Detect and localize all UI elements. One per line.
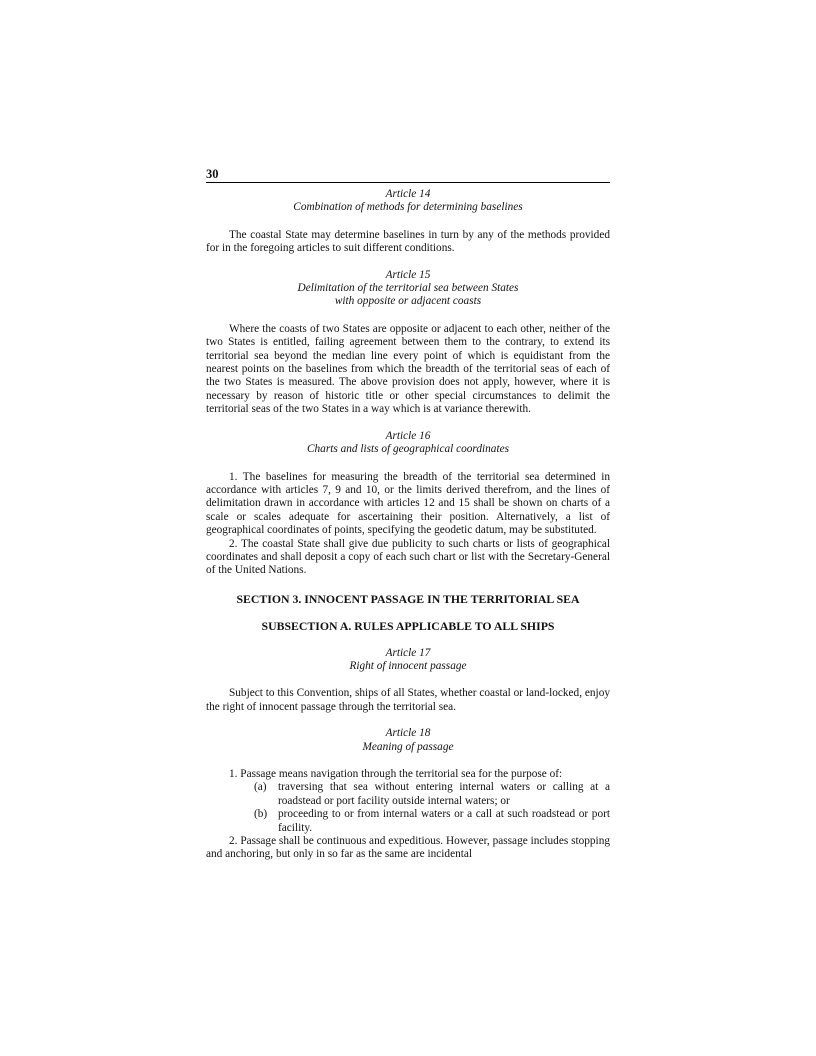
list-item-label: (b) <box>254 808 268 821</box>
article-14-paragraph: The coastal State may determine baselines in turn by any of the methods provided for in the foregoing articles to suit different conditions. <box>206 228 610 255</box>
article-16-paragraph-2: 2. The coastal State shall give due publicity to such charts or lists of geographical coordinates and shall deposit a copy of each such chart or list with the Secretary-General of the United Nations. <box>206 537 610 577</box>
page-number: 30 <box>206 167 219 181</box>
article-17-paragraph: Subject to this Convention, ships of all States, whether coastal or land-locked, enjoy the right of innocent passage through the territorial sea. <box>206 687 610 713</box>
article-16-heading: Article 16 <box>385 429 431 442</box>
article-17-heading: Article 17 <box>385 646 431 659</box>
list-item-text: proceeding to or from internal waters or a call at such roadstead or port facility. <box>278 808 610 834</box>
article-18-heading: Article 18 <box>385 727 431 740</box>
article-18-paragraph-2: 2. Passage shall be continuous and expeditious. However, passage includes stopping and anchoring, but only in so far as the same are incidental <box>206 835 610 861</box>
list-item-label: (a) <box>254 781 267 794</box>
list-item-a <box>254 781 610 808</box>
article-14-heading: Article 14 <box>385 188 431 200</box>
list-item-text: traversing that sea without entering internal waters or calling at a roadstead or port facility outside internal waters; or <box>278 781 610 807</box>
article-16-paragraph-1: 1. The baselines for measuring the breadth of the territorial sea determined in accordance with articles 7, 9 and 10, or the limits derived therefrom, and the lines of delimitation drawn in accordance with articles 12 and 15 shall be shown on charts of a scale or scales adequate for ascertaining their position. Alternatively, a list of geographical coordinates of points, specifying the geodetic datum, may be substituted. <box>206 470 610 537</box>
text-column <box>206 167 610 862</box>
article-15-heading: Article 15 <box>385 268 431 281</box>
article-16-title: Charts and lists of geographical coordinates <box>307 443 509 456</box>
article-15-paragraph: Where the coasts of two States are opposite or adjacent to each other, neither of the two States is entitled, failing agreement between them to the contrary, to extend its territorial sea beyond the median line every point of which is equidistant from the nearest points on the baselines from which the breadth of the territorial seas of each of the two States is measured. The above provision does not apply, however, where it is necessary by reason of historic title or other special circumstances to delimit the territorial seas of the two States in a way which is at variance therewith. <box>206 322 610 416</box>
subsection-a-heading: SUBSECTION A. RULES APPLICABLE TO ALL SHIPS <box>261 619 555 634</box>
article-17-title: Right of innocent passage <box>349 659 467 672</box>
section-3-heading: SECTION 3. INNOCENT PASSAGE IN THE TERRITORIAL SEA <box>236 591 580 606</box>
list-item-b <box>254 808 610 835</box>
article-14-title: Combination of methods for determining baselines <box>293 201 523 214</box>
article-18-paragraph-1: 1. Passage means navigation through the territorial sea for the purpose of: <box>229 768 563 780</box>
article-15-title-line2: with opposite or adjacent coasts <box>334 295 482 308</box>
page-header <box>206 167 610 183</box>
article-15-title-line1: Delimitation of the territorial sea between States <box>297 282 519 295</box>
article-18-title: Meaning of passage <box>362 740 454 753</box>
